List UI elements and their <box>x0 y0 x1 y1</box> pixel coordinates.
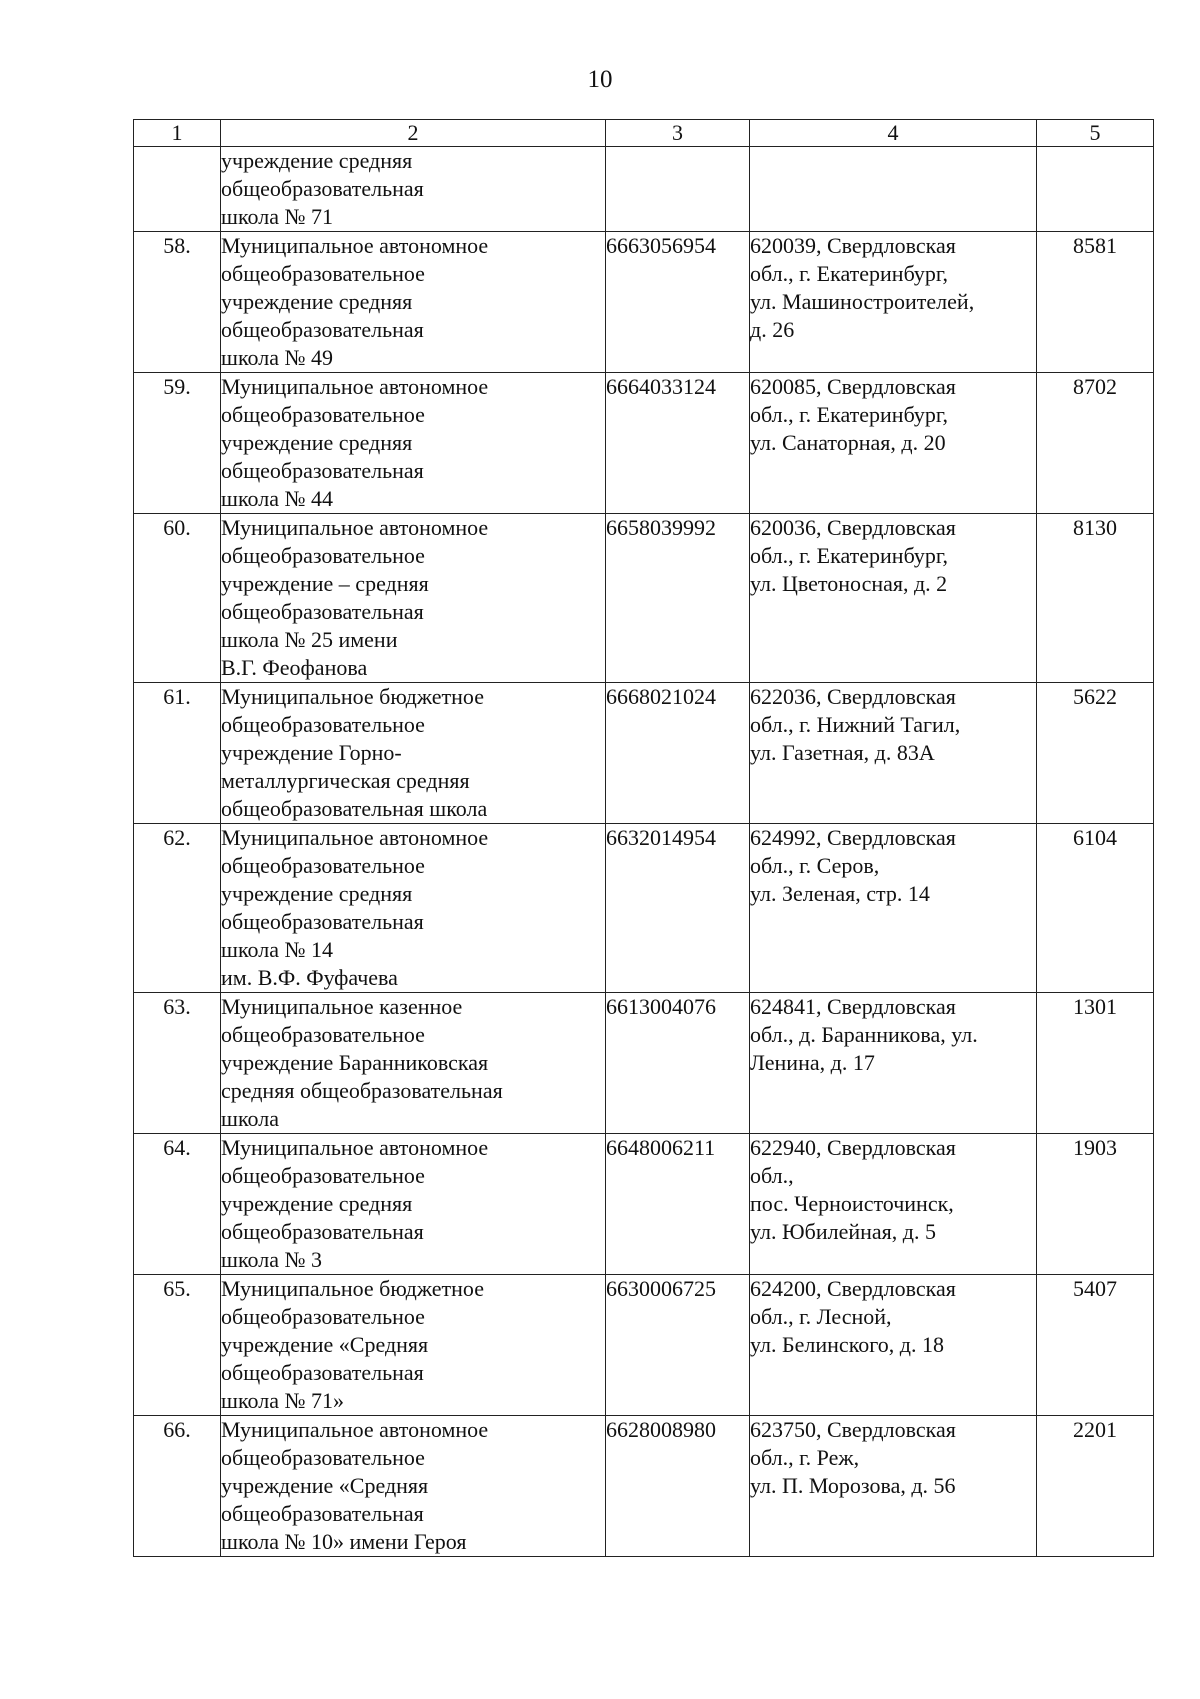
institution-name-line: им. В.Ф. Фуфачева <box>221 965 398 990</box>
address-line: 623750, Свердловская <box>750 1417 956 1442</box>
institution-name-line: Муниципальное автономное <box>221 1417 489 1442</box>
institution-name-line: школа № 25 имени <box>221 627 398 652</box>
address-line: 622036, Свердловская <box>750 684 956 709</box>
code-cell <box>1037 147 1154 232</box>
row-number-cell: 62. <box>134 824 221 993</box>
institution-name-line: школа № 44 <box>221 486 333 511</box>
institution-name-line: общеобразовательное <box>221 1022 425 1047</box>
table-row <box>134 232 1154 373</box>
institution-name-line: Муниципальное бюджетное <box>221 1276 484 1301</box>
institution-name-line: Муниципальное автономное <box>221 233 489 258</box>
inn-cell: 6663056954 <box>606 232 750 373</box>
institution-name-line: Муниципальное бюджетное <box>221 684 484 709</box>
column-header: 4 <box>750 120 1037 147</box>
row-number-cell: 64. <box>134 1134 221 1275</box>
institution-name-line: общеобразовательное <box>221 261 425 286</box>
inn-cell: 6648006211 <box>606 1134 750 1275</box>
inn-cell: 6632014954 <box>606 824 750 993</box>
row-number-cell: 61. <box>134 683 221 824</box>
institution-name-line: школа № 10» имени Героя <box>221 1529 467 1554</box>
address-line: 620036, Свердловская <box>750 515 956 540</box>
institution-name-cell <box>221 147 606 232</box>
address-line: 622940, Свердловская <box>750 1135 956 1160</box>
table-row <box>134 514 1154 683</box>
code-cell: 8702 <box>1037 373 1154 514</box>
inn-cell: 6628008980 <box>606 1416 750 1557</box>
institution-name-line: учреждение средняя <box>221 1191 413 1216</box>
table-row <box>134 683 1154 824</box>
institution-name-cell <box>221 514 606 683</box>
row-number-cell: 65. <box>134 1275 221 1416</box>
code-cell: 8581 <box>1037 232 1154 373</box>
code-cell: 2201 <box>1037 1416 1154 1557</box>
institution-name-line: общеобразовательное <box>221 543 425 568</box>
institution-name-line: общеобразовательное <box>221 1304 425 1329</box>
table-row <box>134 1134 1154 1275</box>
address-line: 624992, Свердловская <box>750 825 956 850</box>
institution-name-cell <box>221 1134 606 1275</box>
row-number-cell: 63. <box>134 993 221 1134</box>
table-row <box>134 824 1154 993</box>
institution-name-line: общеобразовательное <box>221 712 425 737</box>
column-header: 3 <box>606 120 750 147</box>
address-cell <box>750 232 1037 373</box>
table-row <box>134 373 1154 514</box>
address-line: ул. П. Морозова, д. 56 <box>750 1473 956 1498</box>
inn-cell <box>606 147 750 232</box>
institution-name-line: школа <box>221 1106 279 1131</box>
institution-name-line: Муниципальное казенное <box>221 994 463 1019</box>
address-line: ул. Цветоносная, д. 2 <box>750 571 948 596</box>
row-number-cell <box>134 147 221 232</box>
institution-name-cell <box>221 373 606 514</box>
code-cell: 5622 <box>1037 683 1154 824</box>
address-line: обл., д. Баранникова, ул. <box>750 1022 978 1047</box>
address-line: 620039, Свердловская <box>750 233 956 258</box>
institution-name-line: общеобразовательная <box>221 1219 424 1244</box>
institution-name-line: общеобразовательная <box>221 176 424 201</box>
institution-name-line: Муниципальное автономное <box>221 1135 489 1160</box>
address-line: обл., г. Лесной, <box>750 1304 892 1329</box>
address-line: обл., г. Серов, <box>750 853 880 878</box>
institution-name-line: общеобразовательное <box>221 1445 425 1470</box>
institution-name-line: учреждение «Средняя <box>221 1332 429 1357</box>
address-cell <box>750 993 1037 1134</box>
address-line: обл., г. Нижний Тагил, <box>750 712 961 737</box>
address-line: ул. Газетная, д. 83А <box>750 740 935 765</box>
institution-name-cell <box>221 1416 606 1557</box>
institution-name-cell <box>221 1275 606 1416</box>
institution-name-line: металлургическая средняя <box>221 768 470 793</box>
code-cell: 1903 <box>1037 1134 1154 1275</box>
address-cell <box>750 514 1037 683</box>
column-header: 1 <box>134 120 221 147</box>
address-line: ул. Юбилейная, д. 5 <box>750 1219 936 1244</box>
inn-cell: 6658039992 <box>606 514 750 683</box>
address-line: 624841, Свердловская <box>750 994 956 1019</box>
column-header: 5 <box>1037 120 1154 147</box>
institution-name-line: общеобразовательная <box>221 599 424 624</box>
address-line: ул. Санаторная, д. 20 <box>750 430 946 455</box>
institution-name-line: В.Г. Феофанова <box>221 655 368 680</box>
address-cell <box>750 824 1037 993</box>
address-cell <box>750 373 1037 514</box>
institution-name-line: Муниципальное автономное <box>221 515 489 540</box>
code-cell: 5407 <box>1037 1275 1154 1416</box>
institution-name-line: общеобразовательная <box>221 458 424 483</box>
address-line: 624200, Свердловская <box>750 1276 956 1301</box>
institution-name-line: школа № 3 <box>221 1247 322 1272</box>
address-line: обл., г. Екатеринбург, <box>750 261 948 286</box>
address-cell <box>750 1134 1037 1275</box>
institution-name-line: школа № 71 <box>221 204 333 229</box>
address-line: ул. Машиностроителей, <box>750 289 975 314</box>
inn-cell: 6630006725 <box>606 1275 750 1416</box>
institution-name-line: общеобразовательная <box>221 317 424 342</box>
registry-table <box>133 119 1154 1557</box>
address-line: ул. Зеленая, стр. 14 <box>750 881 930 906</box>
code-cell: 1301 <box>1037 993 1154 1134</box>
institution-name-cell <box>221 232 606 373</box>
institution-name-line: учреждение Баранниковская <box>221 1050 489 1075</box>
institution-name-cell <box>221 683 606 824</box>
address-line: обл., г. Екатеринбург, <box>750 543 948 568</box>
address-cell <box>750 147 1037 232</box>
institution-name-cell <box>221 993 606 1134</box>
column-header: 2 <box>221 120 606 147</box>
address-line: обл., <box>750 1163 794 1188</box>
institution-name-line: учреждение средняя <box>221 148 413 173</box>
address-line: пос. Черноисточинск, <box>750 1191 954 1216</box>
inn-cell: 6668021024 <box>606 683 750 824</box>
address-line: обл., г. Реж, <box>750 1445 860 1470</box>
institution-name-line: учреждение – средняя <box>221 571 429 596</box>
institution-name-line: общеобразовательное <box>221 1163 425 1188</box>
table-row <box>134 147 1154 232</box>
address-line: д. 26 <box>750 317 795 342</box>
code-cell: 8130 <box>1037 514 1154 683</box>
institution-name-line: общеобразовательная <box>221 909 424 934</box>
institution-name-line: учреждение средняя <box>221 430 413 455</box>
institution-name-line: Муниципальное автономное <box>221 374 489 399</box>
address-line: обл., г. Екатеринбург, <box>750 402 948 427</box>
address-line: ул. Белинского, д. 18 <box>750 1332 944 1357</box>
page-number: 10 <box>587 66 613 93</box>
table-row <box>134 1416 1154 1557</box>
header-row <box>134 120 1154 147</box>
institution-name-cell <box>221 824 606 993</box>
table-body <box>134 147 1154 1557</box>
address-line: 620085, Свердловская <box>750 374 956 399</box>
institution-name-line: школа № 49 <box>221 345 333 370</box>
institution-name-line: учреждение средняя <box>221 881 413 906</box>
table-row <box>134 993 1154 1134</box>
institution-name-line: общеобразовательная <box>221 1360 424 1385</box>
institution-name-line: Муниципальное автономное <box>221 825 489 850</box>
institution-name-line: учреждение средняя <box>221 289 413 314</box>
institution-name-line: общеобразовательная <box>221 1501 424 1526</box>
address-cell <box>750 683 1037 824</box>
institution-name-line: общеобразовательное <box>221 853 425 878</box>
institution-name-line: общеобразовательное <box>221 402 425 427</box>
row-number-cell: 59. <box>134 373 221 514</box>
address-cell <box>750 1416 1037 1557</box>
institution-name-line: школа № 71» <box>221 1388 344 1413</box>
inn-cell: 6664033124 <box>606 373 750 514</box>
institution-name-line: средняя общеобразовательная <box>221 1078 503 1103</box>
code-cell: 6104 <box>1037 824 1154 993</box>
table-row <box>134 1275 1154 1416</box>
inn-cell: 6613004076 <box>606 993 750 1134</box>
row-number-cell: 60. <box>134 514 221 683</box>
row-number-cell: 58. <box>134 232 221 373</box>
row-number-cell: 66. <box>134 1416 221 1557</box>
institution-name-line: учреждение «Средняя <box>221 1473 429 1498</box>
address-line: Ленина, д. 17 <box>750 1050 875 1075</box>
institution-name-line: общеобразовательная школа <box>221 796 488 821</box>
institution-name-line: учреждение Горно- <box>221 740 402 765</box>
institution-name-line: школа № 14 <box>221 937 333 962</box>
address-cell <box>750 1275 1037 1416</box>
